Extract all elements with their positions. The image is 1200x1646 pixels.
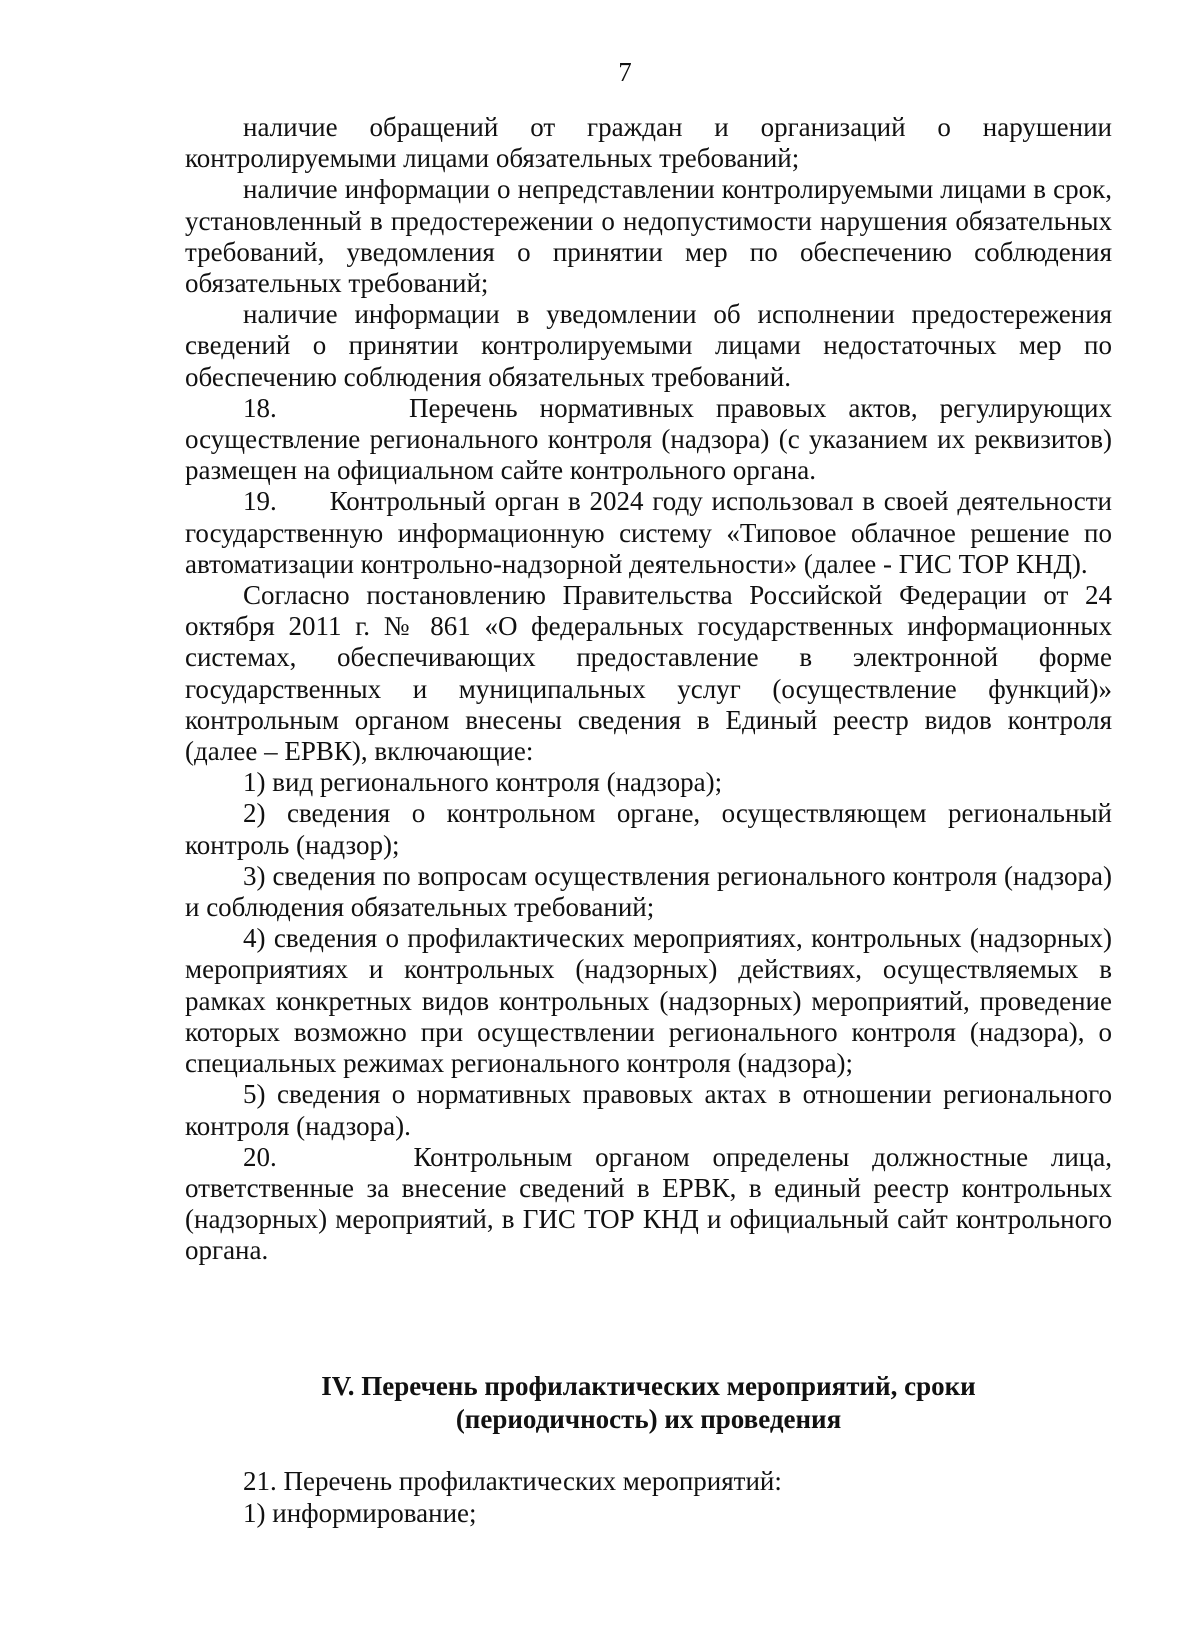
list-item: 5) сведения о нормативных правовых актах в отношении регионального контроля (надзора).: [185, 1079, 1112, 1141]
paragraph-item-20: 20. Контрольным органом определены должностные лица, ответственные за внесение сведений в ЕРВК, в единый реестр контрольных (надзорных) мероприятий, в ГИС ТОР КНД и официальный сайт контрольного органа.: [185, 1141, 1119, 1266]
list-item: 4) сведения о профилактических мероприятиях, контрольных (надзорных) мероприятиях и контрольных (надзорных) действиях, осуществляемых в рамках конкретных видов контрольных (надзорных) мероприятий, проведение которых возможно при осуществлении регионального контроля (надзора), о специальных режимах регионального контроля (надзора);: [185, 923, 1112, 1079]
list-item: 2) сведения о контрольном органе, осуществляющем региональный контроль (надзор);: [185, 798, 1112, 860]
paragraph-item-19: 19. Контрольный орган в 2024 году использовал в своей деятельности государственную информационную систему «Типовое облачное решение по автоматизации контрольно-надзорной деятельности» (далее - ГИС ТОР КНД).: [185, 486, 1119, 579]
paragraph: Согласно постановлению Правительства Российской Федерации от 24 октября 2011 г. № 861 «О федеральных государственных информационных системах, обеспечивающих предоставление в электронной форме государственных и муниципальных услуг (осуществление функций)» контрольным органом внесены сведения в Единый реестр видов контроля (далее – ЕРВК), включающие:: [185, 580, 1112, 767]
paragraph: наличие информации о непредставлении контролируемыми лицами в срок, установленный в предостережении о недопустимости нарушения обязательных требований, уведомления о принятии мер по обеспечению соблюдения обязательных требований;: [185, 174, 1112, 299]
list-item: 3) сведения по вопросам осуществления регионального контроля (надзора) и соблюдения обязательных требований;: [185, 860, 1112, 923]
list-item: 1) информирование;: [243, 1497, 477, 1528]
paragraph-item-21: 21. Перечень профилактических мероприятий:: [243, 1466, 782, 1496]
page-number: 7: [618, 57, 632, 87]
paragraph: наличие обращений от граждан и организаций о нарушении контролируемыми лицами обязательных требований;: [185, 112, 1112, 174]
paragraph-item-18: 18. Перечень нормативных правовых актов, регулирующих осуществление регионального контроля (надзора) (с указанием их реквизитов) размещен на официальном сайте контрольного органа.: [185, 392, 1119, 486]
section-heading-line: IV. Перечень профилактических мероприятий, сроки: [321, 1371, 976, 1401]
paragraph: наличие информации в уведомлении об исполнении предостережения сведений о принятии контролируемыми лицами недостаточных мер по обеспечению соблюдения обязательных требований.: [185, 299, 1112, 392]
list-item: 1) вид регионального контроля (надзора);: [243, 767, 723, 798]
section-heading: [185, 1370, 1112, 1436]
document-body: [185, 112, 1119, 1267]
section-body: [185, 1466, 1112, 1529]
section-heading-line: (периодичность) их проведения: [455, 1404, 842, 1434]
